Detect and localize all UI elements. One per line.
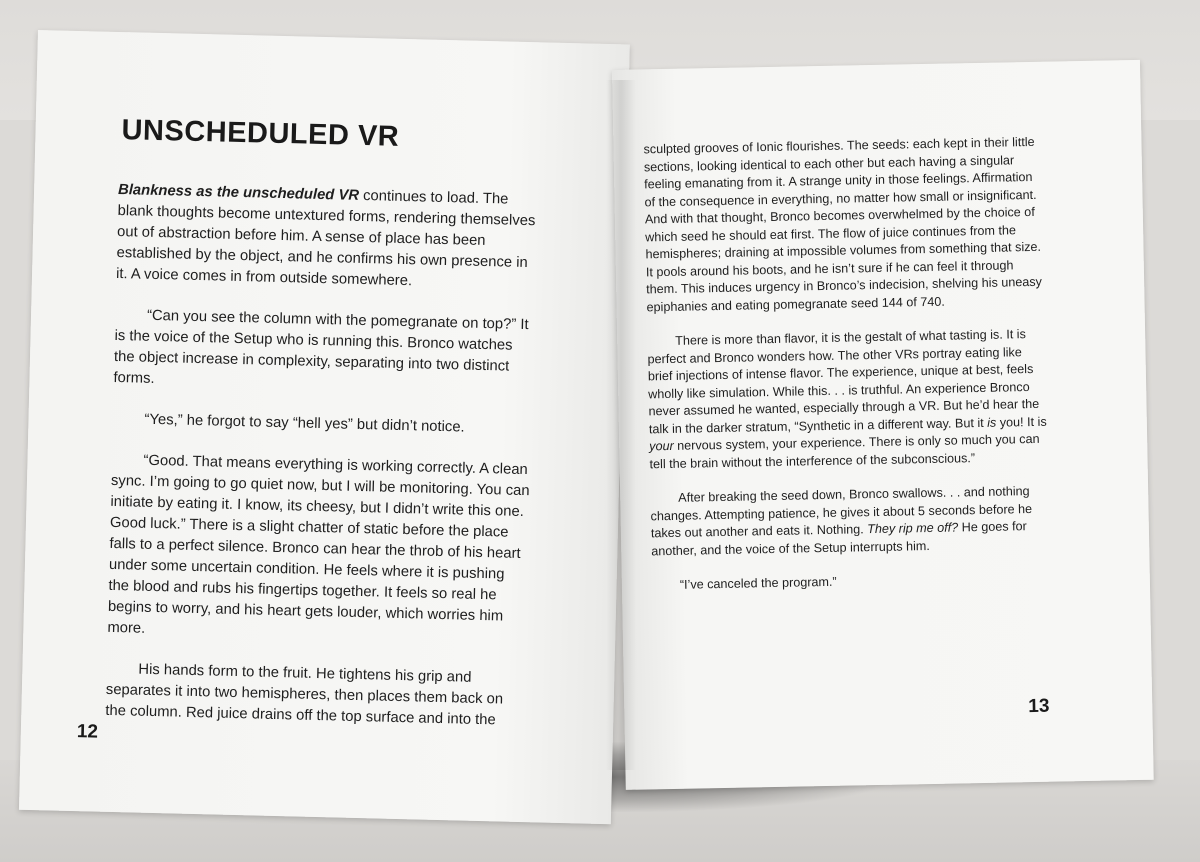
paragraph-1-lead: Blankness as the unscheduled VR	[117, 182, 360, 204]
page-number-left: 12	[76, 721, 99, 743]
paragraph-7-italic-your: your	[649, 438, 674, 454]
paragraph-8-part-a: After breaking the seed down, Bronco swallows. . . and nothing changes. Attempting patience, he gives it about 5 seconds before he takes out another and eats it. Nothing.	[650, 484, 1033, 541]
paragraph-7	[647, 326, 1050, 474]
paragraph-7-part-c: nervous system, your experience. There is only so much you can tell the brain without the interference of the subconscious.”	[649, 431, 1040, 471]
right-page	[612, 60, 1154, 790]
paragraph-1-rest: continues to load. The blank thoughts become untextured forms, rendering themselves out of abstraction before him. A sense of place has been established by the object, and he confirms his own presence in it. A voice comes in from outside somewhere.	[115, 187, 536, 290]
paragraph-8-italic: They rip me off?	[867, 520, 959, 537]
paragraph-1	[116, 180, 538, 295]
left-page	[19, 30, 630, 824]
left-page-body	[105, 180, 539, 752]
paragraph-7-part-b: you! It is	[996, 414, 1047, 430]
paragraph-7-italic-is: is	[987, 415, 997, 430]
chapter-title: UNSCHEDULED VR	[121, 114, 400, 153]
page-number-right: 13	[1028, 695, 1050, 718]
paragraph-4: “Good. That means everything is working correctly. A clean sync. I’m going to go quiet now, but I will be monitoring. You can initiate by eating it. I know, its cheesy, but I didn’t write this one. Good luck.” There is a slight chatter of static before the place falls to a perfect silence. Bronco can hear the throb of his heart under some uncertain condition. He feels where it is pushing the blood and rubs his fingertips together. It feels so real he begins to worry, and his heart gets louder, which worries him more.	[107, 452, 530, 637]
paragraph-7-part-a: There is more than flavor, it is the gestalt of what tasting is. It is perfect and Bronco wonders how. The other VRs portray eating like brief injections of intense flavor. The experience, unique at best, feels wholly like simulation. While this. . . is truthful. An experience Bronco never assumed he wanted, especially through a VR. But he’d hear the talk in the darker stratum, “Synthetic in a different way. But it	[647, 327, 1040, 436]
right-page-body	[643, 134, 1052, 612]
paragraph-5: His hands form to the fruit. He tightens his grip and separates it into two hemispheres, then places them back on the column. Red juice drains off the top surface and into the	[105, 661, 504, 729]
paragraph-6: sculpted grooves of Ionic flourishes. The seeds: each kept in their little sections, looking identical to each other but each having a singular feeling emanating from it. A strange unity in those feelings. Affirmation of the consequence in everything, no matter how small or insignificant. And with that thought, Bronco becomes overwhelmed by the choice of which seed he should eat first. The flow of juice continues from the hemispheres; draining at impossible volumes from something that size. It pools around his boots, and he isn’t sure if he can feel it through them. This induces urgency in Bronco’s indecision, shelving his uneasy epiphanies and eating pomegranate seed 144 of 740.	[643, 134, 1043, 314]
paragraph-9: “I’ve canceled the program.”	[679, 574, 837, 592]
paragraph-8	[650, 483, 1051, 561]
paragraph-3: “Yes,” he forgot to say “hell yes” but didn’t notice.	[144, 411, 465, 436]
paragraph-8-part-b: He goes for another, and the voice of the Setup interrupts him.	[651, 519, 1027, 558]
book-gutter	[606, 80, 636, 770]
paragraph-2: “Can you see the column with the pomegranate on top?” It is the voice of the Setup who is running this. Bronco watches the object increase in complexity, separating into two distinct forms.	[113, 307, 529, 387]
